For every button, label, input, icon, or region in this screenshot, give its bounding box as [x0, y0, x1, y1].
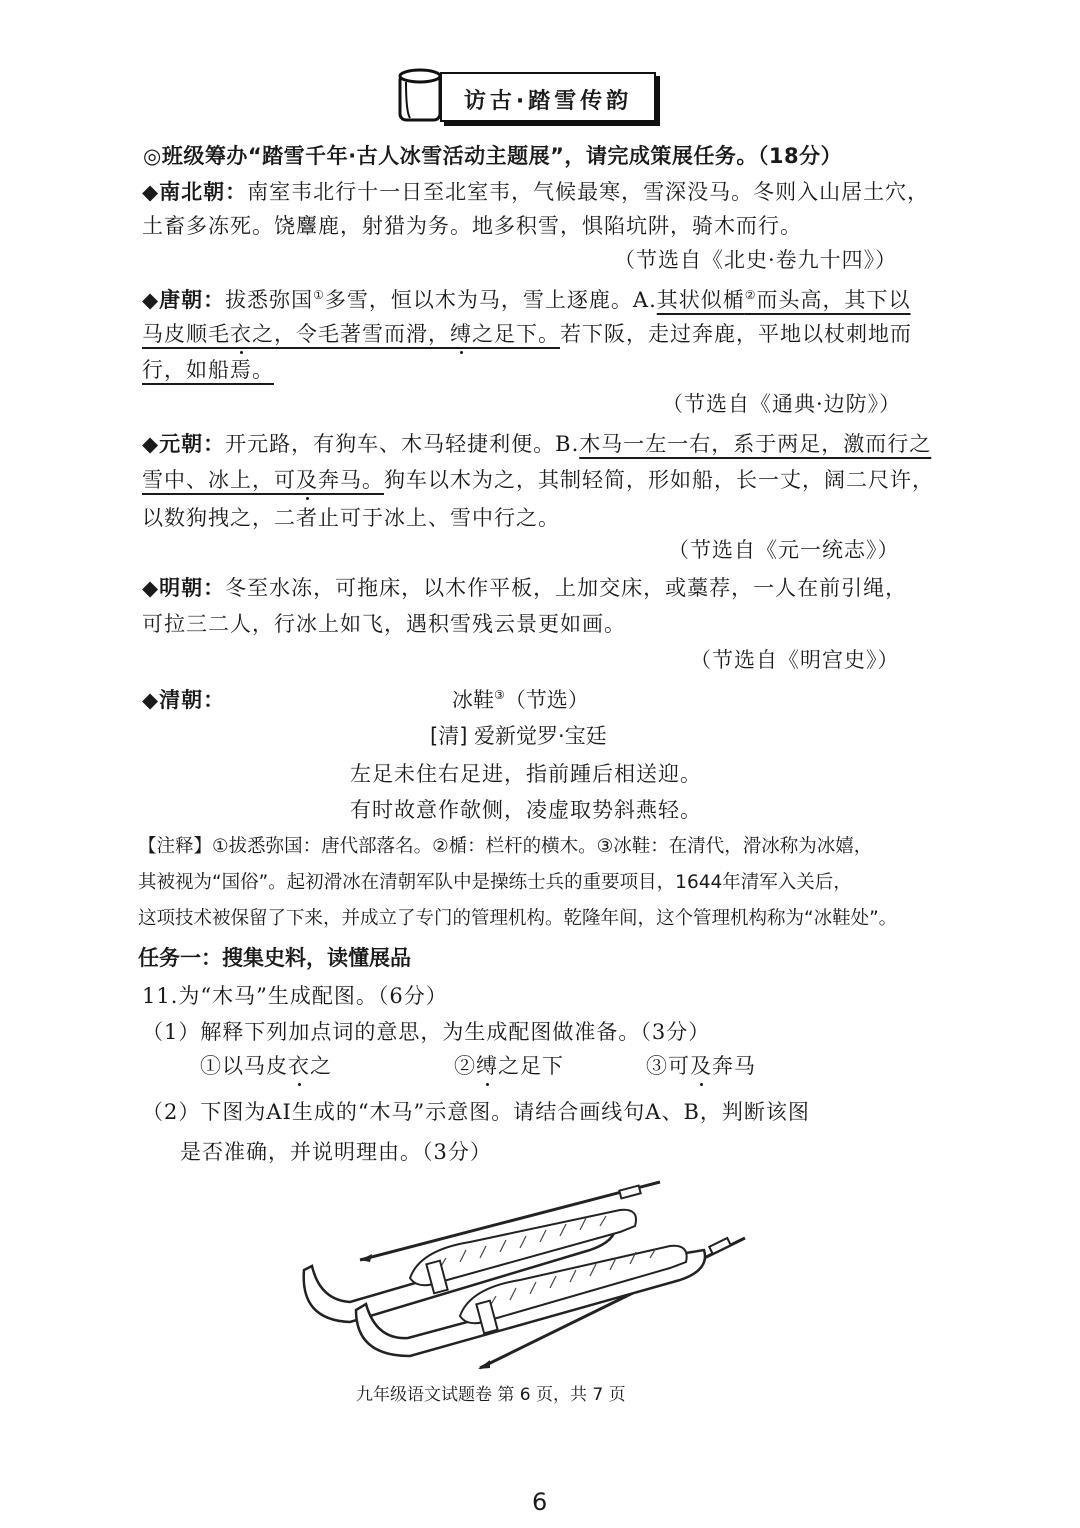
task1-heading: 任务一：搜集史料，读懂展品 [138, 946, 411, 970]
page-title: 访古·踏雪传韵 [463, 89, 633, 114]
dynasty-label: ◆南北朝： [142, 180, 248, 204]
tang-line1: ◆唐朝：拔悉弥国①多雪，恒以木为马，雪上逐鹿。A.其状似楯②而头高，其下以 [142, 288, 911, 312]
ming-line2: 可拉三二人，行冰上如飞，遇积雪残云景更如画。 [142, 612, 626, 636]
dynasty-label: ◆明朝： [142, 576, 226, 600]
option-1: ①以马皮衣之 [200, 1054, 332, 1078]
question-11-2-line1: （2）下图为AI生成的“木马”示意图。请结合画线句A、B，判断该图 [142, 1100, 810, 1124]
dynasty-label: ◆元朝： [142, 432, 226, 456]
nanbeichao-line2: 土畜多冻死。饶麞鹿，射猎为务。地多积雪，惧陷坑阱，骑木而行。 [142, 214, 802, 238]
header-banner [396, 70, 654, 122]
poem-verse-1: 左足未住右足进，指前踵后相送迎。 [350, 762, 702, 786]
notes-line3: 这项技术被保留了下来，并成立了专门的管理机构。乾隆年间，这个管理机构称为“冰鞋处”。 [138, 908, 898, 929]
nanbeichao-line1: ◆南北朝：南室韦北行十一日至北室韦，气候最寒，雪深没马。冬则入山居土穴， [142, 180, 930, 204]
page-info: 九年级语文试题卷 第 6 页，共 7 页 [356, 1385, 626, 1405]
yuan-source: （节选自《元一统志》） [668, 538, 900, 562]
underlined-sentence-b: 木马一左一右，系于两足，激而行之 [579, 432, 932, 456]
dynasty-label: ◆唐朝： [142, 288, 226, 312]
option-2: ②缚之足下 [454, 1054, 564, 1078]
ming-source: （节选自《明宫史》） [690, 648, 900, 672]
notes-line1: 【注释】①拔悉弥国：唐代部落名。②楯：栏杆的横木。③冰鞋：在清代，滑冰称为冰嬉， [138, 836, 873, 857]
question-11-1: （1）解释下列加点词的意思，为生成配图做准备。（3分） [142, 1020, 711, 1044]
question-11: 11.为“木马”生成配图。（6分） [142, 984, 448, 1008]
poem-title: 冰鞋③（节选） [452, 688, 589, 712]
yuan-line2: 雪中、冰上，可及奔马。狗车以木为之，其制轻简，形如船，长一丈，阔二尺许， [142, 468, 934, 492]
poem-verse-2: 有时故意作欹侧，凌虚取势斜燕轻。 [350, 798, 702, 822]
underlined-sentence-a: 其状似楯②而头高，其下以 [656, 288, 911, 312]
tang-line2: 马皮顺毛衣之，令毛著雪而滑，缚之足下。若下阪，走过奔鹿，平地以杖刺地而 [142, 322, 912, 346]
yuan-line3: 以数狗拽之，二者止可于冰上、雪中行之。 [142, 506, 560, 530]
ming-line1: ◆明朝：冬至水冻，可拖床，以木作平板，上加交床，或藁荐，一人在前引绳， [142, 576, 908, 600]
poem-author: [清] 爱新觉罗·宝廷 [430, 724, 607, 748]
question-11-2-line2: 是否准确，并说明理由。（3分） [180, 1140, 492, 1164]
notes-line2: 其被视为“国俗”。起初滑冰在清朝军队中是操练士兵的重要项目，1644年清军入关后， [138, 872, 852, 893]
yuan-line1: ◆元朝：开元路，有狗车、木马轻捷利便。B.木马一左一右，系于两足，激而行之 [142, 432, 932, 456]
nanbeichao-source: （节选自《北史·卷九十四》） [614, 248, 898, 272]
tang-line3: 行，如船焉。 [142, 358, 274, 382]
tang-source: （节选自《通典·边防》） [662, 392, 902, 416]
intro-text: ◎班级筹办“踏雪千年·古人冰雪活动主题展”，请完成策展任务。（18分） [143, 144, 843, 168]
dynasty-label: ◆清朝： [142, 688, 226, 712]
option-3: ③可及奔马 [646, 1054, 756, 1078]
page-number: 6 [532, 1488, 548, 1516]
wooden-horse-illustration [290, 1170, 770, 1370]
